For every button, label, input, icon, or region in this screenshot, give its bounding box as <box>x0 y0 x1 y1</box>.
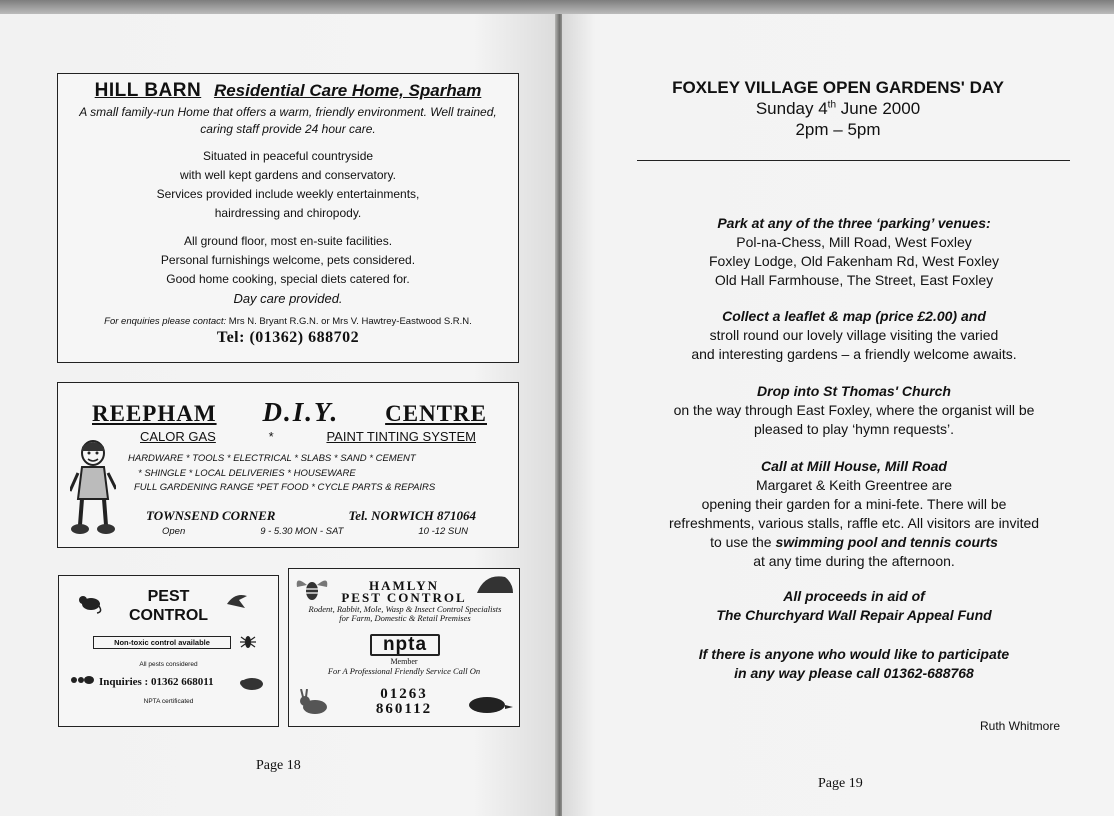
hill-barn-enquiries <box>58 316 518 327</box>
parking-venue: Pol-na-Chess, Mill Road, West Foxley <box>736 234 972 250</box>
text-line: at any time during the afternoon. <box>753 553 955 569</box>
page-18 <box>0 14 557 816</box>
use-prefix: to use the <box>710 534 776 550</box>
date-month-year: June 2000 <box>836 99 921 118</box>
text-line: All ground floor, most en-suite facilities. <box>183 234 393 248</box>
text-line: pleased to play ‘hymn requests’. <box>754 421 954 437</box>
proceeds-line: All proceeds in aid of <box>783 588 925 604</box>
text-line: Situated in peaceful countryside <box>202 149 374 163</box>
diy-product-list <box>128 452 435 496</box>
parking-section <box>624 214 1084 290</box>
pest-title-line1: PEST <box>147 588 190 605</box>
hamlyn-pest-control-advert <box>288 568 520 727</box>
hamlyn-name: HAMLYN <box>368 578 440 593</box>
hamlyn-phone-code: 01263 <box>380 686 428 702</box>
diy-title-diy: D.I.Y. <box>262 397 340 427</box>
notice-time: 2pm – 5pm <box>795 120 881 139</box>
text-line: refreshments, various stalls, raffle etc. All visitors are invited <box>668 515 1040 531</box>
participate-line: If there is anyone who would like to participate <box>698 646 1010 662</box>
mill-house-section <box>624 457 1084 571</box>
proceeds-section <box>624 587 1084 625</box>
hours-weekday: 9 - 5.30 MON - SAT <box>260 526 344 537</box>
page-number: Page 18 <box>256 758 301 773</box>
diy-telephone: Tel. NORWICH 871064 <box>348 508 476 523</box>
pest-title-line2: CONTROL <box>128 607 209 624</box>
mole-icon <box>239 675 265 691</box>
diy-subtitle <box>140 429 476 444</box>
call-line: in any way please call 01362-688768 <box>734 665 974 681</box>
page-number: Page 19 <box>818 776 863 791</box>
hill-barn-tagline: A small family-run Home that offers a warm, friendly environment. Well trained, caring staff provide 24 hour care. <box>79 105 497 136</box>
insect-icon <box>239 633 257 651</box>
church-section <box>624 382 1084 439</box>
pest-inquiries-phone: Inquiries : 01362 668011 <box>99 676 214 688</box>
leaflet-section <box>624 307 1084 364</box>
leaflet-heading: Collect a leaflet & map (price £2.00) and <box>722 308 986 324</box>
notice-title: FOXLEY VILLAGE OPEN GARDENS' DAY <box>672 78 1004 97</box>
hill-barn-heading <box>58 80 518 102</box>
text-line: stroll round our lovely village visiting the varied <box>709 327 999 343</box>
mill-house-heading: Call at Mill House, Mill Road <box>761 458 947 474</box>
hill-barn-telephone: Tel: (01362) 688702 <box>216 329 360 346</box>
divider <box>637 160 1070 161</box>
hamlyn-services: Rodent, Rabbit, Mole, Wasp & Insect Control Specialists for Farm, Domestic & Retail Premises <box>308 604 502 623</box>
text-line: HARDWARE * TOOLS * ELECTRICAL * SLABS * SAND * CEMENT <box>128 453 416 464</box>
day-care-line: Day care provided. <box>233 291 343 306</box>
hamlyn-title: PEST CONTROL <box>341 590 467 605</box>
hours-sunday: 10 -12 SUN <box>418 526 468 537</box>
participate-section <box>624 645 1084 683</box>
diy-title-centre: CENTRE <box>385 401 487 426</box>
npta-logo: npta <box>370 634 440 656</box>
mole-icon <box>465 693 513 715</box>
appeal-fund-line: The Churchyard Wall Repair Appeal Fund <box>716 607 992 623</box>
calor-gas-label: CALOR GAS <box>140 429 216 444</box>
reepham-diy-advert <box>57 382 519 548</box>
page-19 <box>562 14 1114 816</box>
parking-venue: Foxley Lodge, Old Fakenham Rd, West Foxley <box>709 253 999 269</box>
service-line: For A Professional Friendly Service Call On <box>327 666 481 676</box>
church-heading: Drop into St Thomas' Church <box>757 383 951 399</box>
diy-title-reepham: REEPHAM <box>92 401 217 426</box>
all-pests-note: All pests considered <box>139 661 198 668</box>
text-line <box>624 533 1084 552</box>
parking-venue: Old Hall Farmhouse, The Street, East Foxley <box>714 272 994 288</box>
non-toxic-badge: Non-toxic control available <box>93 636 231 649</box>
member-label: Member <box>390 657 418 666</box>
ant-icon <box>69 673 95 687</box>
pest-control-advert <box>58 575 279 727</box>
npta-certified-note: NPTA certificated <box>143 698 194 705</box>
diy-title <box>92 397 487 428</box>
text-line: Personal furnishings welcome, pets considered. <box>160 253 416 267</box>
hamlyn-phone-number: 860112 <box>375 701 433 717</box>
hours-open-label: Open <box>162 526 186 537</box>
enquiries-label: For enquiries please contact: <box>104 316 227 327</box>
hill-barn-services <box>58 147 518 223</box>
handyman-cartoon-icon <box>70 439 116 537</box>
text-line: opening their garden for a mini-fete. There will be <box>701 496 1007 512</box>
hill-barn-advert <box>57 73 519 363</box>
text-line: * SHINGLE * LOCAL DELIVERIES * HOUSEWARE <box>138 467 356 479</box>
text-line: and interesting gardens – a friendly welcome awaits. <box>691 346 1017 362</box>
parking-heading: Park at any of the three ‘parking’ venues: <box>717 215 991 231</box>
notice-date <box>562 99 1114 119</box>
text-line: FULL GARDENING RANGE *PET FOOD * CYCLE PARTS & REPAIRS <box>134 482 436 493</box>
hill-barn-facilities <box>58 232 518 308</box>
text-line: with well kept gardens and conservatory. <box>180 168 396 182</box>
text-line: hairdressing and chiropody. <box>214 206 362 220</box>
separator: * <box>268 429 274 444</box>
date-suffix: th <box>827 99 837 111</box>
text-line: Services provided include weekly entertainments, <box>156 187 420 201</box>
hill-barn-name: HILL BARN <box>94 80 202 101</box>
date-day: Sunday 4 <box>755 99 828 118</box>
text-line: Margaret & Keith Greentree are <box>755 477 953 493</box>
paint-tinting-label: PAINT TINTING SYSTEM <box>326 429 476 444</box>
signature: Ruth Whitmore <box>980 719 1061 733</box>
pool-courts: swimming pool and tennis courts <box>775 534 998 550</box>
hill-barn-subtitle: Residential Care Home, Sparham <box>213 81 482 100</box>
text-line: Good home cooking, special diets catered for. <box>166 272 410 286</box>
text-line: on the way through East Foxley, where the organist will be <box>673 402 1035 418</box>
diy-opening-hours <box>162 526 468 537</box>
enquiries-names: Mrs N. Bryant R.G.N. or Mrs V. Hawtrey-Eastwood S.R.N. <box>228 316 472 327</box>
diy-location: TOWNSEND CORNER <box>146 508 276 523</box>
diy-location-line <box>146 508 476 524</box>
